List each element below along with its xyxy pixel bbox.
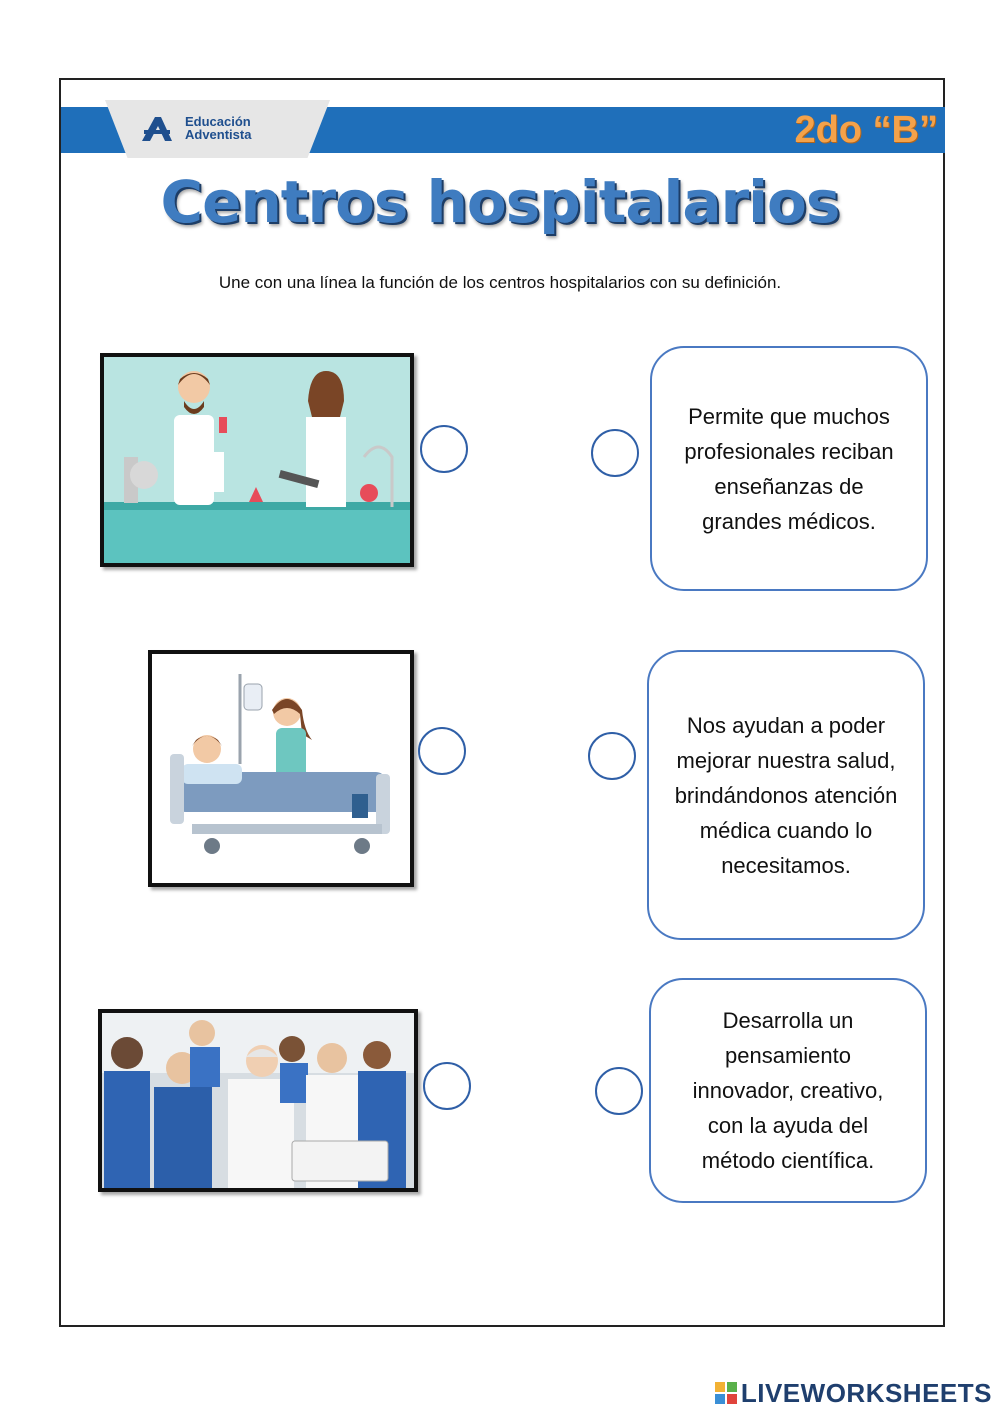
- logo-line-2: Adventista: [185, 127, 252, 142]
- footer-brand: [715, 1378, 992, 1408]
- definition-connector-2[interactable]: [588, 732, 636, 780]
- laboratory-image: [100, 353, 414, 567]
- logo-text: [185, 115, 251, 141]
- definition-text-2: Nos ayudan a poder mejorar nuestra salud, brindándonos atención médica cuando lo necesitamos.: [674, 712, 898, 878]
- definition-card-1: [650, 346, 928, 591]
- hospital-care-image: [148, 650, 414, 887]
- definition-card-3: [649, 978, 927, 1203]
- definition-connector-1[interactable]: [591, 429, 639, 477]
- nurse-patient-bed-icon: [152, 654, 410, 883]
- liveworksheets-logo-icon: [715, 1382, 737, 1404]
- adventist-logo-icon: [140, 116, 174, 142]
- grade-label: 2do “B”: [794, 109, 938, 151]
- teaching-hospital-image: [98, 1009, 418, 1192]
- image-connector-1[interactable]: [420, 425, 468, 473]
- logo-line-1: Educación: [185, 114, 251, 129]
- definition-text-1: Permite que muchos profesionales reciban enseñanzas de grandes médicos.: [684, 403, 894, 534]
- page-title: Centros hospitalarios: [160, 168, 840, 236]
- footer-brand-text: LIVEWORKSHEETS: [740, 1377, 992, 1408]
- image-connector-2[interactable]: [418, 727, 466, 775]
- definition-text-3: Desarrolla un pensamiento innovador, creativo, con la ayuda del método científica.: [692, 1008, 884, 1173]
- instruction-text: Une con una línea la función de los centros hospitalarios con su definición.: [218, 273, 782, 292]
- definition-connector-3[interactable]: [595, 1067, 643, 1115]
- doctors-group-icon: [102, 1013, 414, 1188]
- image-connector-3[interactable]: [423, 1062, 471, 1110]
- definition-card-2: [647, 650, 925, 940]
- scientists-lab-icon: [104, 357, 410, 563]
